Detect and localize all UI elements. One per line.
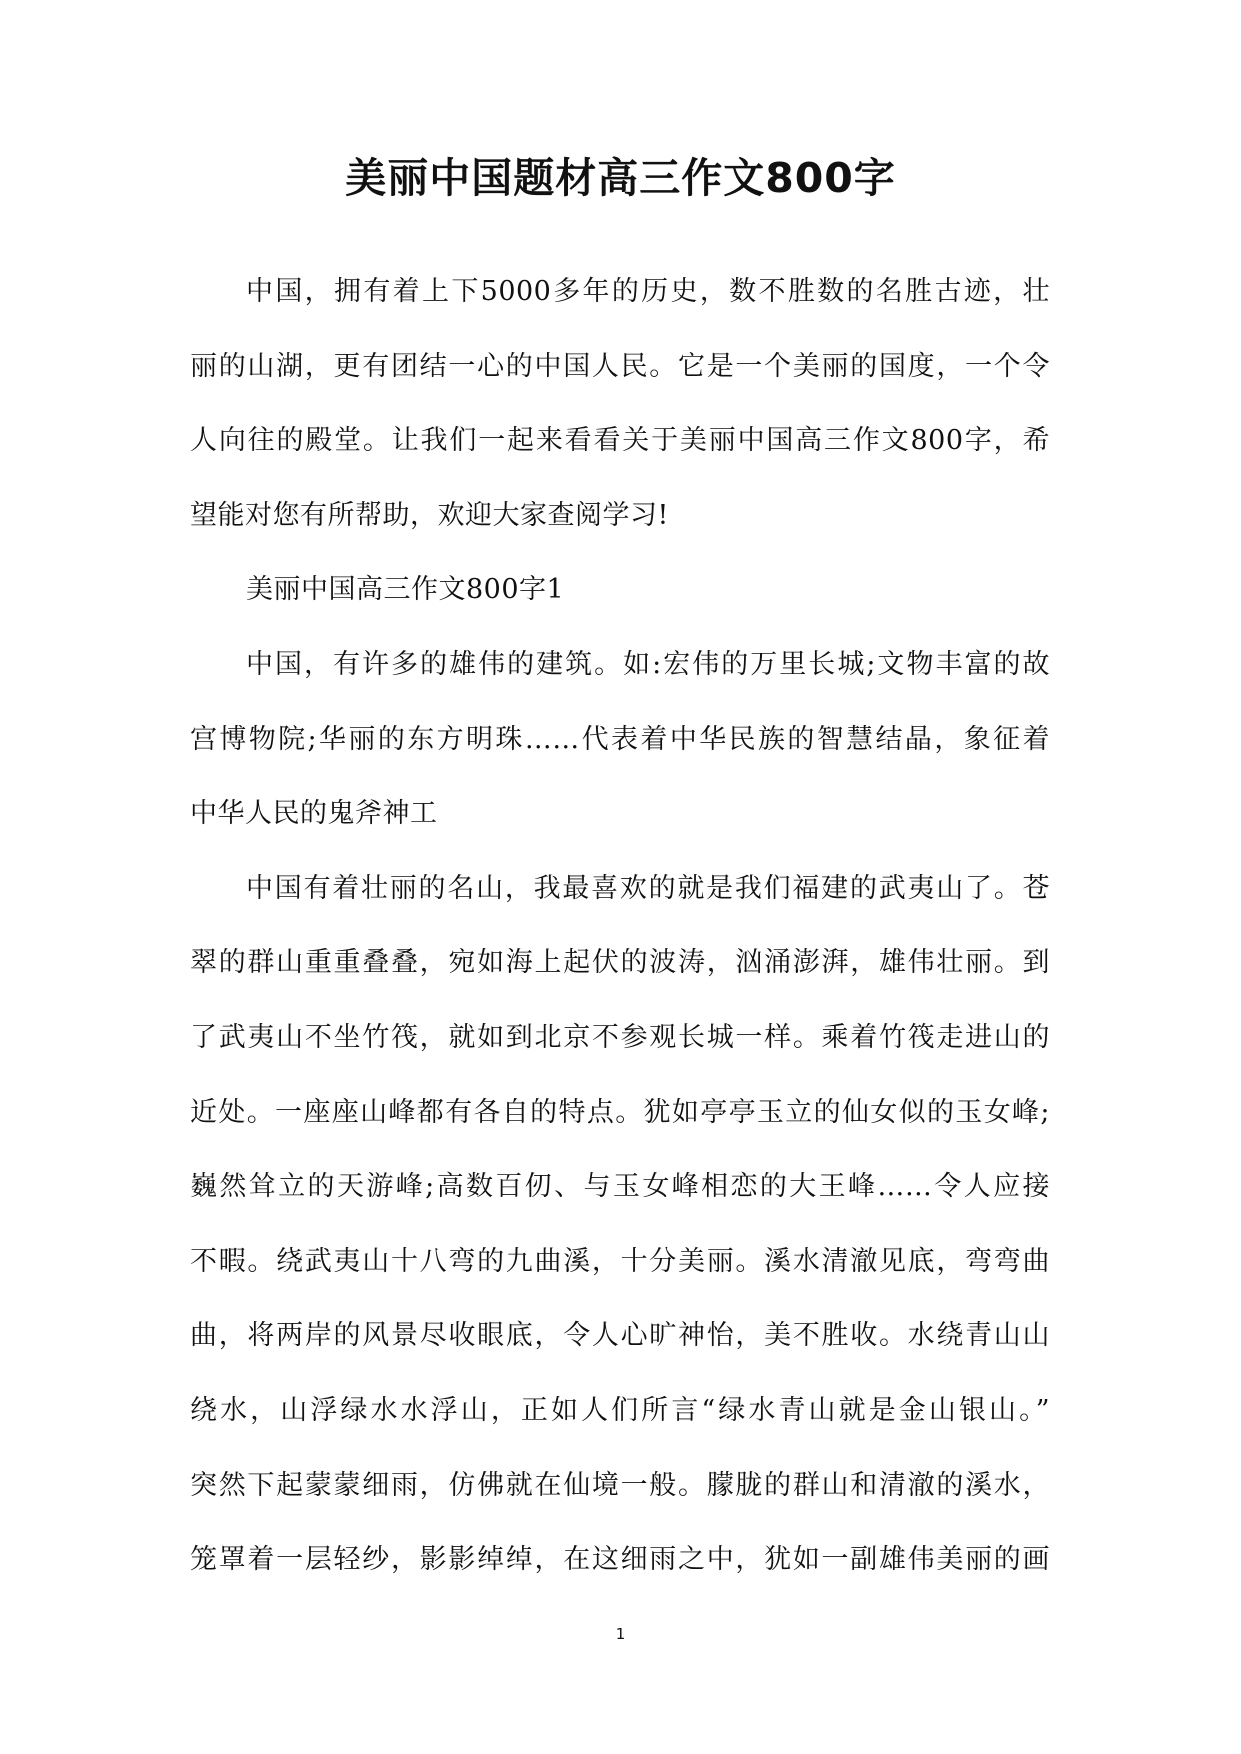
text-line: 中国，拥有着上下5000多年的历史，数不胜数的名胜古迹，壮: [246, 276, 1050, 307]
text-line: 了武夷山不坐竹筏，就如到北京不参观长城一样。乘着竹筏走进山的: [190, 1021, 1050, 1053]
text-line: 宫博物院;华丽的东方明珠……代表着中华民族的智慧结晶，象征着: [190, 723, 1050, 755]
text-line: 不暇。绕武夷山十八弯的九曲溪，十分美丽。溪水清澈见底，弯弯曲: [190, 1245, 1050, 1277]
text-line: 近处。一座座山峰都有各自的特点。犹如亭亭玉立的仙女似的玉女峰;: [190, 1096, 1050, 1128]
text-line: 人向往的殿堂。让我们一起来看看关于美丽中国高三作文800字，希: [190, 425, 1050, 457]
text-line: 中国有着壮丽的名山，我最喜欢的就是我们福建的武夷山了。苍: [246, 872, 1050, 904]
paragraph-intro: [190, 255, 1050, 553]
text-line: 绕水，山浮绿水水浮山，正如人们所言“绿水青山就是金山银山。”: [190, 1394, 1050, 1426]
document-body: [190, 255, 1050, 1598]
text-line: 中华人民的鬼斧神工: [190, 798, 438, 830]
text-line: 巍然耸立的天游峰;高数百仞、与玉女峰相恋的大王峰……令人应接: [190, 1171, 1050, 1203]
text-line: 翠的群山重重叠叠，宛如海上起伏的波涛，汹涌澎湃，雄伟壮丽。到: [190, 947, 1050, 979]
text-line: 美丽中国高三作文800字1: [246, 574, 565, 606]
page-number: 1: [615, 1625, 626, 1643]
text-line: 望能对您有所帮助，欢迎大家查阅学习!: [190, 499, 669, 531]
paragraph-architecture: [190, 628, 1050, 852]
text-line: 曲，将两岸的风景尽收眼底，令人心旷神怡，美不胜收。水绕青山山: [190, 1320, 1050, 1352]
document-title: 美丽中国题材高三作文800字: [345, 154, 896, 202]
essay-subheading: [190, 553, 1050, 628]
text-line: 中国，有许多的雄伟的建筑。如:宏伟的万里长城;文物丰富的故: [246, 648, 1050, 680]
paragraph-wuyi-mountain: [190, 852, 1050, 1598]
text-line: 突然下起蒙蒙细雨，仿佛就在仙境一般。朦胧的群山和清澈的溪水，: [190, 1469, 1050, 1501]
text-line: 笼罩着一层轻纱，影影绰绰，在这细雨之中，犹如一副雄伟美丽的画: [190, 1544, 1050, 1576]
text-line: 丽的山湖，更有团结一心的中国人民。它是一个美丽的国度，一个令: [190, 350, 1050, 382]
